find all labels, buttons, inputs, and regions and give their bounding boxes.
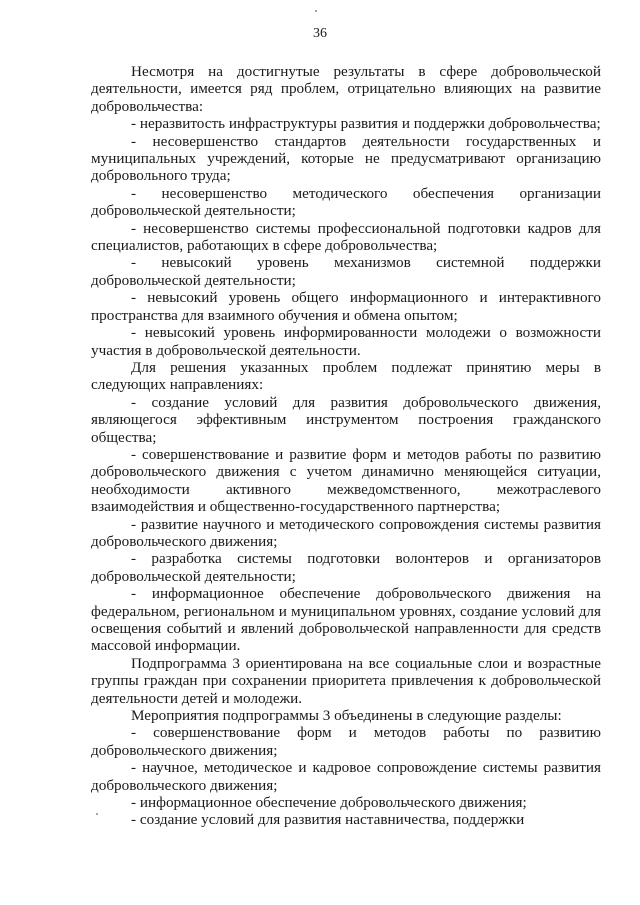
measure-item-4: - разработка системы подготовки волонтеров и организаторов добровольческой деятельности; [91,550,601,585]
problem-item-2: - несовершенство стандартов деятельности государственных и муниципальных учреждений, которые не предусматривают организацию добровольного труда; [91,132,601,185]
problem-item-4: - несовершенство системы профессиональной подготовки кадров для специалистов, работающих в сфере добровольчества; [91,219,601,255]
scan-speck [96,813,98,815]
sections-intro-paragraph: Мероприятия подпрограммы 3 объединены в следующие разделы: [131,707,562,725]
problem-item-3: - несовершенство методического обеспечения организации добровольческой деятельности; [91,184,601,220]
scan-speck [315,10,317,12]
measure-item-5: - информационное обеспечение добровольческого движения на федеральном, региональном и муниципальном уровнях, создание условий для освещения событий и явлений добровольческой направленности для средств массовой информации. [91,585,601,655]
problem-item-5: - невысокий уровень механизмов системной поддержки добровольческой деятельности; [91,254,601,289]
measure-item-2: - совершенствование и развитие форм и методов работы по развитию добровольческого движения с учетом динамично меняющейся ситуации, необходимости активного межведомственного, межотраслевого взаимодействия и общественно-государственного партнерства; [91,445,601,516]
subprogram-scope-paragraph: Подпрограмма 3 ориентирована на все социальные слои и возрастные группы граждан при сохранении приоритета привлечения к добровольческой деятельности детей и молодежи. [91,654,601,707]
section-item-3: - информационное обеспечение добровольческого движения; [131,794,527,812]
measure-item-3: - развитие научного и методического сопровождения системы развития добровольческого движения; [91,515,601,550]
measure-item-1: - создание условий для развития добровольческого движения, являющегося эффективным инструментом построения гражданского общества; [91,393,601,446]
problem-item-7: - невысокий уровень информированности молодежи о возможности участия в добровольческой деятельности. [91,324,601,359]
section-item-4: - создание условий для развития наставничества, поддержки [131,811,525,829]
measures-intro-paragraph: Для решения указанных проблем подлежат принятию меры в следующих направлениях: [91,358,601,394]
section-item-2: - научное, методическое и кадровое сопровождение системы развития добровольческого движения; [91,759,601,794]
problem-item-1: - неразвитость инфраструктуры развития и поддержки добровольчества; [131,115,601,133]
page-number: 36 [313,26,327,41]
page-body [91,63,601,829]
problem-item-6: - невысокий уровень общего информационного и интерактивного пространства для взаимного обучения и обмена опытом; [91,289,601,324]
section-item-1: - совершенствование форм и методов работы по развитию добровольческого движения; [91,724,601,759]
intro-paragraph: Несмотря на достигнутые результаты в сфере добровольческой деятельности, имеется ряд проблем, отрицательно влияющих на развитие добровольчества: [91,63,601,115]
